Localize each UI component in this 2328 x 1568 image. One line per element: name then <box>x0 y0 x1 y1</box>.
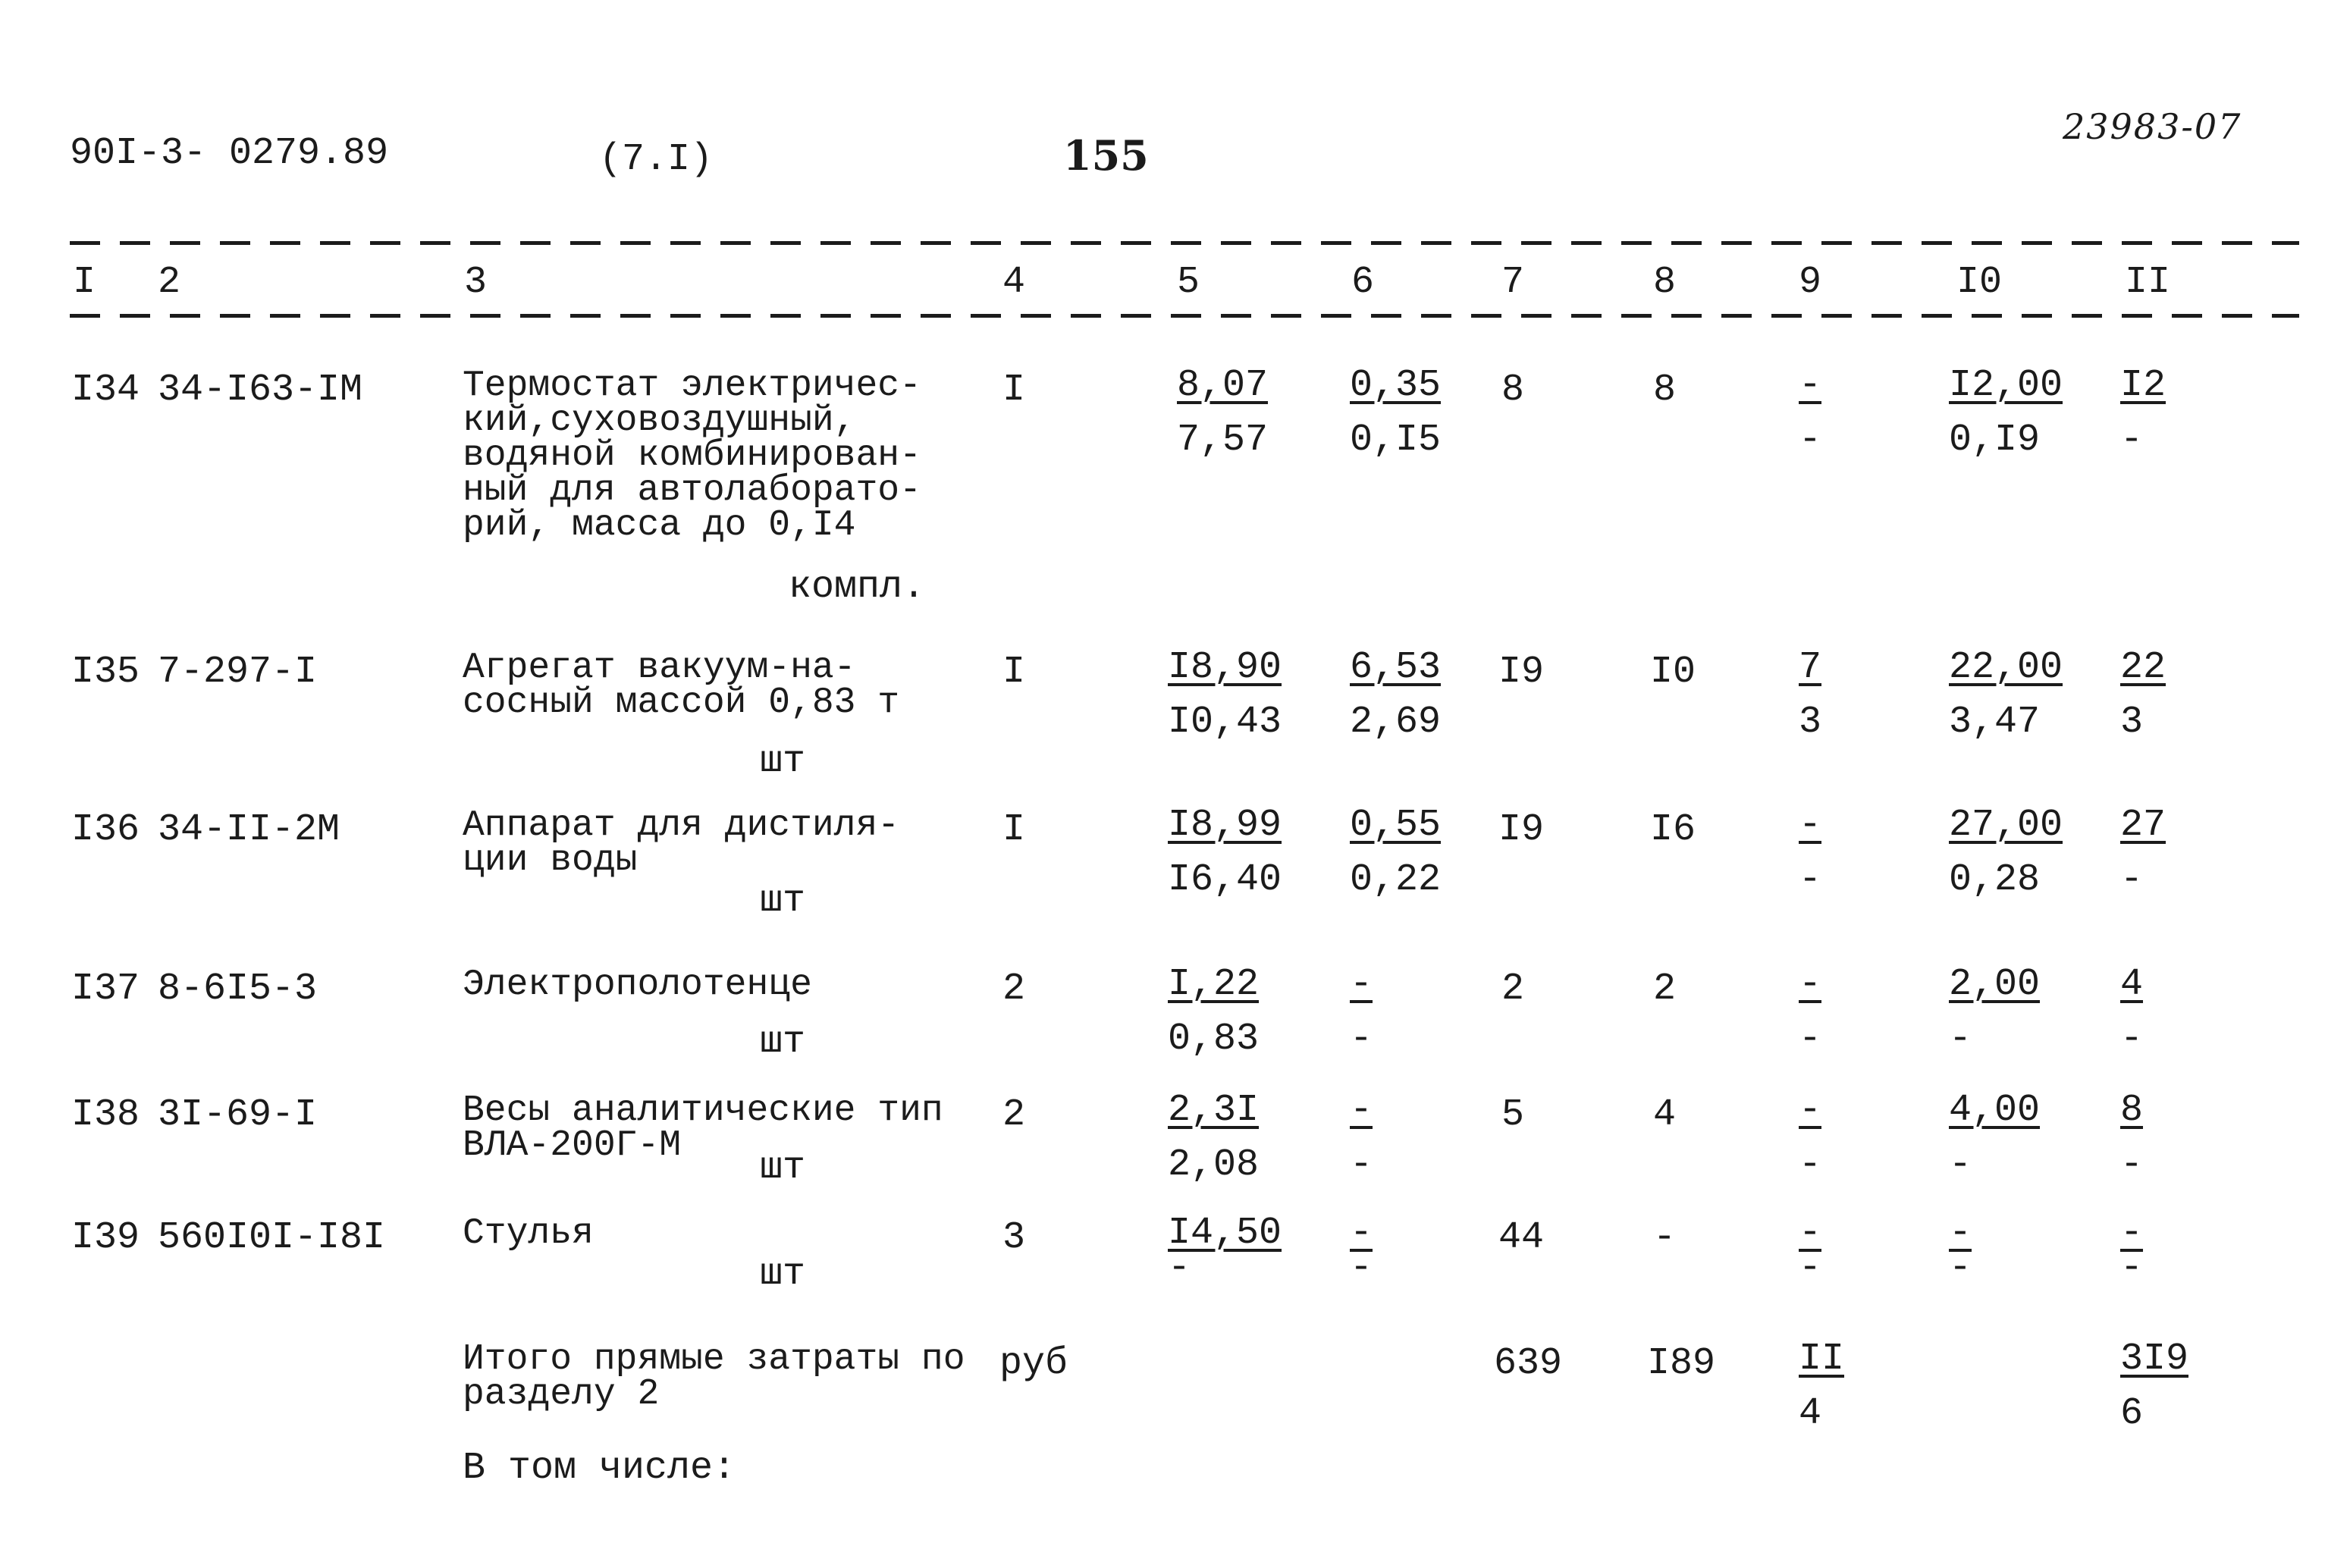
inventory-stamp: 23983-07 <box>2063 106 2242 147</box>
column-10-top: 27,00 <box>1949 804 2063 847</box>
unit-of-measure: компл. <box>789 566 926 609</box>
section-number: (7.I) <box>599 138 714 181</box>
base-wages: I6 <box>1650 808 1696 851</box>
row-number: I37 <box>71 967 140 1011</box>
quantity: I <box>1002 651 1026 694</box>
column-header: 3 <box>464 261 488 304</box>
page-number: 155 <box>1063 131 1149 180</box>
column-header: 5 <box>1177 261 1200 304</box>
column-11-bottom: - <box>2120 1018 2144 1061</box>
header-top-rule <box>70 241 2299 245</box>
column-10-bottom: 3,47 <box>1949 701 2041 744</box>
quantity: I <box>1002 808 1026 851</box>
machine-cost: 6,53 <box>1350 646 1442 689</box>
header-bottom-rule <box>70 314 2299 318</box>
rate-code: 7-297-I <box>158 651 318 694</box>
machine-wages: 0,22 <box>1350 858 1442 902</box>
column-header: 6 <box>1351 261 1375 304</box>
column-10-top: - <box>1949 1212 1972 1255</box>
total-cost: I9 <box>1498 808 1545 851</box>
machine-cost: 0,35 <box>1350 364 1442 407</box>
item-description: Весы аналитические тип ВЛА-200Г-М <box>463 1090 943 1166</box>
total-cost: I9 <box>1498 651 1545 694</box>
machine-cost: - <box>1350 1212 1373 1255</box>
total-cost: 2 <box>1501 967 1525 1011</box>
machine-cost: 0,55 <box>1350 804 1442 847</box>
unit-cost-total: I,22 <box>1168 963 1260 1006</box>
column-11-top: 27 <box>2120 804 2166 847</box>
row-number: I35 <box>71 651 140 694</box>
machine-wages: - <box>1350 1018 1373 1061</box>
total-column-9-top: II <box>1799 1338 1845 1381</box>
unit-cost-wages: I0,43 <box>1168 701 1282 744</box>
column-9-bottom: - <box>1799 858 1822 902</box>
column-9-top: - <box>1799 804 1822 847</box>
unit-cost-total: I8,99 <box>1168 804 1282 847</box>
total-cost: 639 <box>1494 1342 1563 1385</box>
column-10-bottom: - <box>1949 1143 1972 1187</box>
unit-cost-total: I8,90 <box>1168 646 1282 689</box>
rate-code: 34-I63-IM <box>158 368 363 412</box>
column-9-bottom: - <box>1799 1143 1822 1187</box>
column-10-bottom: 0,28 <box>1949 858 2041 902</box>
unit-of-measure: шт <box>760 740 806 783</box>
row-number: I34 <box>71 368 140 412</box>
column-9-bottom: - <box>1799 1018 1822 1061</box>
base-wages: 2 <box>1653 967 1677 1011</box>
unit-cost-total: 8,07 <box>1177 364 1269 407</box>
base-wages: 4 <box>1653 1093 1677 1137</box>
unit-cost-total: I4,50 <box>1168 1212 1282 1255</box>
row-number: I38 <box>71 1093 140 1137</box>
column-10-top: 22,00 <box>1949 646 2063 689</box>
column-header: I <box>73 261 96 304</box>
column-11-bottom: 3 <box>2120 701 2144 744</box>
column-11-bottom: - <box>2120 419 2144 462</box>
rate-code: 34-II-2M <box>158 808 340 851</box>
column-10-bottom: - <box>1949 1247 1972 1290</box>
total-column-11-top: 3I9 <box>2120 1338 2189 1381</box>
column-header: 8 <box>1653 261 1677 304</box>
unit-cost-wages: 2,08 <box>1168 1143 1260 1187</box>
column-11-bottom: - <box>2120 1247 2144 1290</box>
machine-cost: - <box>1350 963 1373 1006</box>
item-description: Аппарат для дистиля- ции воды <box>463 805 900 881</box>
total-cost: 44 <box>1498 1216 1545 1259</box>
column-9-bottom: - <box>1799 1247 1822 1290</box>
column-9-top: - <box>1799 1089 1822 1132</box>
total-unit: руб <box>999 1342 1068 1385</box>
rate-code: 3I-69-I <box>158 1093 318 1137</box>
column-11-bottom: - <box>2120 858 2144 902</box>
column-header: II <box>2125 261 2171 304</box>
total-label: Итого прямые затраты по разделу 2 <box>463 1339 965 1415</box>
quantity: I <box>1002 368 1026 412</box>
machine-wages: 2,69 <box>1350 701 1442 744</box>
quantity: 2 <box>1002 1093 1026 1137</box>
column-11-top: - <box>2120 1212 2144 1255</box>
unit-cost-wages: - <box>1168 1247 1191 1290</box>
unit-of-measure: шт <box>760 1253 806 1296</box>
machine-wages: - <box>1350 1247 1373 1290</box>
column-header: 4 <box>1002 261 1026 304</box>
machine-cost: - <box>1350 1089 1373 1132</box>
unit-of-measure: шт <box>760 1021 806 1064</box>
base-wages: - <box>1653 1216 1677 1259</box>
column-9-top: - <box>1799 364 1822 407</box>
row-number: I36 <box>71 808 140 851</box>
machine-wages: - <box>1350 1143 1373 1187</box>
item-description: Электрополотенце <box>463 964 812 1005</box>
base-wages: 8 <box>1653 368 1677 412</box>
total-cost: 5 <box>1501 1093 1525 1137</box>
rate-code: 560I0I-I8I <box>158 1216 386 1259</box>
unit-of-measure: шт <box>760 1146 806 1190</box>
column-9-top: - <box>1799 1212 1822 1255</box>
total-cost: 8 <box>1501 368 1525 412</box>
column-9-bottom: 3 <box>1799 701 1822 744</box>
column-11-top: 22 <box>2120 646 2166 689</box>
column-10-top: I2,00 <box>1949 364 2063 407</box>
unit-cost-total: 2,3I <box>1168 1089 1260 1132</box>
row-number: I39 <box>71 1216 140 1259</box>
rate-code: 8-6I5-3 <box>158 967 318 1011</box>
machine-wages: 0,I5 <box>1350 419 1442 462</box>
quantity: 2 <box>1002 967 1026 1011</box>
column-10-top: 4,00 <box>1949 1089 2041 1132</box>
column-header: I0 <box>1956 261 2003 304</box>
column-11-top: 8 <box>2120 1089 2144 1132</box>
total-wages: I89 <box>1647 1342 1716 1385</box>
base-wages: I0 <box>1650 651 1696 694</box>
unit-of-measure: шт <box>760 880 806 923</box>
item-description: Стулья <box>463 1213 594 1254</box>
total-column-9-bottom: 4 <box>1799 1392 1822 1435</box>
column-9-top: - <box>1799 963 1822 1006</box>
quantity: 3 <box>1002 1216 1026 1259</box>
unit-cost-wages: 0,83 <box>1168 1018 1260 1061</box>
item-description: Агрегат вакуум-на- сосный массой 0,83 т <box>463 648 900 723</box>
column-header: 7 <box>1501 261 1525 304</box>
column-10-bottom: - <box>1949 1018 1972 1061</box>
unit-cost-wages: I6,40 <box>1168 858 1282 902</box>
column-10-bottom: 0,I9 <box>1949 419 2041 462</box>
unit-cost-wages: 7,57 <box>1177 419 1269 462</box>
column-11-top: 4 <box>2120 963 2144 1006</box>
column-9-top: 7 <box>1799 646 1822 689</box>
column-11-top: I2 <box>2120 364 2166 407</box>
column-10-top: 2,00 <box>1949 963 2041 1006</box>
column-11-bottom: - <box>2120 1143 2144 1187</box>
column-header: 9 <box>1799 261 1822 304</box>
column-9-bottom: - <box>1799 419 1822 462</box>
item-description: Термостат электричес- кий,суховоздушный, водяной комбинирован- ный для автолаборато- рий, масса до 0,I4 <box>463 365 921 546</box>
column-header: 2 <box>158 261 181 304</box>
including-label: В том числе: <box>463 1447 736 1490</box>
total-column-11-bottom: 6 <box>2120 1392 2144 1435</box>
document-code: 90I-3- 0279.89 <box>70 132 389 175</box>
